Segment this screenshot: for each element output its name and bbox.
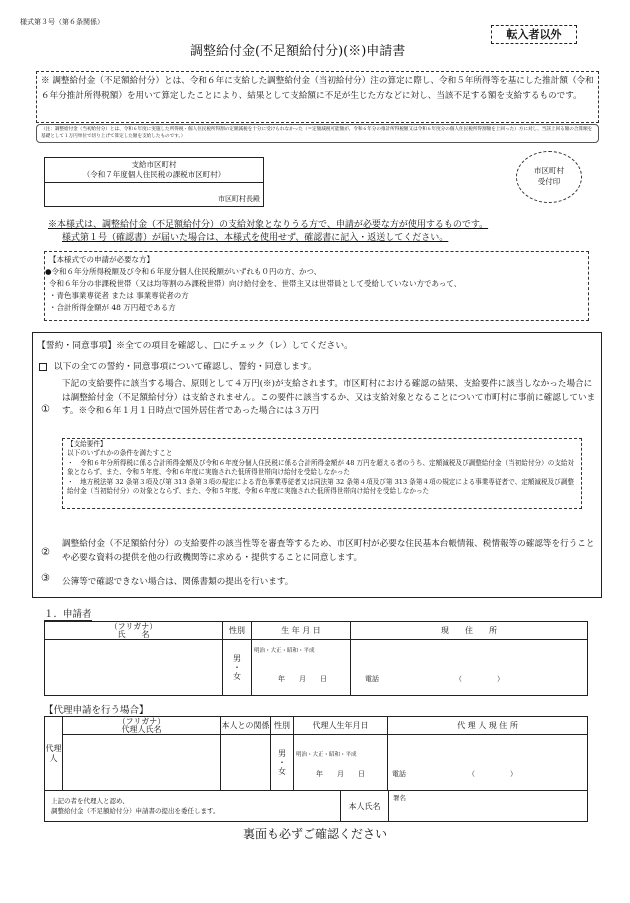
proxy-gender-header: 性別 — [271, 717, 294, 735]
required-line2: 令和６年分の非課税世帯（又は均等割のみ課税世帯）向け給付金を、世帯主又は世帯員として受給していない方であって、 — [49, 279, 462, 288]
proxy-side-text: 代理人 — [45, 743, 62, 763]
pledge-header: 【誓約・同意事項】※全ての項目を確認し、□にチェック（レ）してください。 — [37, 341, 353, 351]
intro-text: ※ 調整給付金（不足額給付分）とは、令和６年に支給した調整給付金（当初給付分）注の算定に際し、令和５年所得等を基にした推計額（令和６年分推計所得税額）を用いて算定したことにより、結果として支給額に不足が生じた方などに対し、当該不足する額を支給するものです。 — [41, 76, 594, 101]
applicant-phone-input[interactable]: （ ） — [455, 675, 504, 683]
applicant-phone-label: 電話 — [365, 675, 379, 683]
applicant-gender-header: 性別 — [223, 622, 252, 640]
proxy-phone-label: 電話 — [392, 770, 406, 778]
form-number: 様式第３号（第６条関係） — [20, 18, 104, 26]
signature-label: 署名 — [393, 794, 406, 802]
proxy-name-label: 代理人氏名 — [121, 724, 162, 734]
intro-box — [36, 71, 599, 123]
req-2: ・ 地方税法第 32 条第３項及び第 313 条第３項の規定による青色事業専従者又は同法第 32 条第４項及び第 313 条第４項の規定による事業専従者で、定額減税及び調整給付金（当初給付分）の対象とならず、また、令和５年度、令和６年度に実施された低所得世帯向け給付を受給しなかった — [67, 477, 574, 496]
delegation-line1: 上記の者を代理人と認め、 — [51, 797, 129, 805]
addressee-line2: （令和７年度個人住民税の課税市区町村） — [82, 170, 226, 179]
item-number-3: ③ — [41, 573, 50, 584]
proxy-address-input[interactable] — [388, 735, 588, 791]
required-line3: ・青色事業専従者 または 事業専従者の方 — [49, 291, 189, 300]
proxy-gender-dot: ・ — [278, 758, 286, 767]
proxy-era-options[interactable]: 明治・大正・昭和・平成 — [296, 752, 357, 758]
item-number-1: ① — [41, 404, 50, 415]
addressee-line1: 支給市区町村 — [131, 160, 177, 169]
applicant-birth-ymd[interactable]: 年 月 日 — [278, 675, 327, 683]
applicant-gender-female[interactable]: 女 — [233, 672, 241, 681]
delegation-table — [44, 790, 588, 822]
proxy-phone-input[interactable]: （ ） — [468, 770, 517, 778]
req-title: 【支給要件】 — [67, 440, 107, 448]
notice-line1: ※本様式は、調整給付金（不足額給付分）の支給対象となりうる方で、申請が必要な方が使用するものです。 — [48, 220, 489, 230]
pledge-check-label: 以下の全ての誓約・同意事項について確認し、誓約・同意します。 — [53, 362, 317, 372]
principal-name-label: 本人氏名 — [341, 791, 389, 822]
applicant-gender-dot: ・ — [233, 663, 241, 672]
proxy-birth-ymd[interactable]: 年 月 日 — [316, 770, 365, 778]
applicant-address-header: 現 住 所 — [351, 622, 588, 640]
applicant-furigana-label: （フリガナ） — [109, 621, 158, 631]
reception-stamp — [516, 151, 582, 203]
pledge-item-3: 公簿等で確認できない場合は、関係書類の提出を行います。 — [62, 577, 294, 587]
item-number-2: ② — [41, 547, 50, 558]
badge-non-transferee: 転入者以外 — [491, 25, 577, 44]
proxy-relation-input[interactable] — [221, 735, 271, 791]
proxy-relation-header: 本人との関係 — [221, 717, 271, 735]
applicant-birth-header: 生 年 月 日 — [252, 622, 351, 640]
applicant-name-input[interactable] — [45, 640, 223, 696]
proxy-address-header: 代 理 人 現 住 所 — [388, 717, 588, 735]
pledge-item-1: 下記の支給要件に該当する場合、原則として４万円(※)が支給されます。市区町村における確認の結果、支給要件に該当しなかった場合には調整給付金（不足額給付分）は支給されません。この要件に該当するか、又は支給対象となることについて市町村に事前に確認しています。※令和６年１月１日時点で国外居住者であった場合には３万円 — [62, 379, 596, 416]
stamp-line1: 市区町村 — [534, 166, 564, 175]
intro-note: （注：調整給付金（当初給付分）とは、令和６年度に実施した所得税・個人住民税所得割の定額減税を十分に受けられなかった（＝定額減税可能額が、令和６年分の推計所得税額又は令和６年度分の個人住民税所得割額を上回った）方に対し、当該上回る額の合算額を基礎として１万円単位で切り上げて算定した額を支給したものです。） — [36, 124, 599, 143]
proxy-furigana-label: （フリガナ） — [117, 716, 166, 726]
proxy-gender-female[interactable]: 女 — [278, 767, 286, 776]
applicant-gender-male[interactable]: 男 — [233, 654, 241, 663]
page-title: 調整給付金(不足額給付分)(※)申請書 — [190, 44, 406, 59]
pledge-checkbox[interactable] — [39, 363, 47, 371]
applicant-name-label: 氏 名 — [117, 629, 150, 639]
required-line1: ●令和６年分所得税額及び令和６年度分個人住民税額がいずれも０円の方、かつ、 — [45, 267, 322, 276]
footer-reminder: 裏面も必ずご確認ください — [242, 827, 387, 841]
proxy-gender-male[interactable]: 男 — [278, 749, 286, 758]
proxy-side-label — [45, 717, 63, 791]
applicant-table — [44, 621, 588, 696]
applicant-section-title: １．申請者 — [44, 606, 92, 621]
addressee-box — [44, 157, 264, 207]
pledge-item-2: 調整給付金（不足額給付分）の支給要件の該当性等を審査等するため、市区町村が必要な住民基本台帳情報、税情報等の確認等を行うことや必要な資料の提供を他の行政機関等に求める・提供することに同意します。 — [62, 539, 595, 563]
required-line4: ・合計所得金額が 48 万円超である方 — [49, 303, 176, 312]
proxy-section-title: 【代理申請を行う場合】 — [44, 705, 149, 716]
proxy-name-input[interactable] — [63, 735, 221, 791]
addressee-mayor: 市区町村長殿 — [218, 195, 260, 203]
pledge-box — [32, 332, 602, 598]
proxy-table — [44, 716, 588, 791]
req-1: ・ 令和６年分所得税に係る合計所得金額及び令和６年度分個人住民税に係る合計所得金額が 48 万円を超える者のうち、定額減税及び調整給付金（当初給付分）の支給対象とならず、また、令和５年度、令和６年度に実施された低所得世帯向け給付を受給しなかった — [67, 458, 575, 477]
req-sub: 以下のいずれかの条件を満たすこと — [67, 449, 173, 458]
signature-field[interactable] — [389, 791, 588, 822]
proxy-birth-header: 代理人生年月日 — [294, 717, 388, 735]
applicant-address-input[interactable] — [351, 640, 588, 696]
requirements-box — [62, 438, 582, 509]
delegation-line2: 調整給付金（不足額給付分）申請書の提出を委任します。 — [51, 807, 220, 815]
required-box — [44, 251, 589, 321]
required-title: 【本様式での申請が必要な方】 — [49, 255, 154, 264]
applicant-era-options[interactable]: 明治・大正・昭和・平成 — [254, 648, 315, 654]
stamp-line2: 受付印 — [537, 177, 561, 186]
notice-line2: 様式第１号（確認書）が届いた場合は、本様式を使用せず、確認書に記入・返送してください。 — [62, 233, 449, 243]
